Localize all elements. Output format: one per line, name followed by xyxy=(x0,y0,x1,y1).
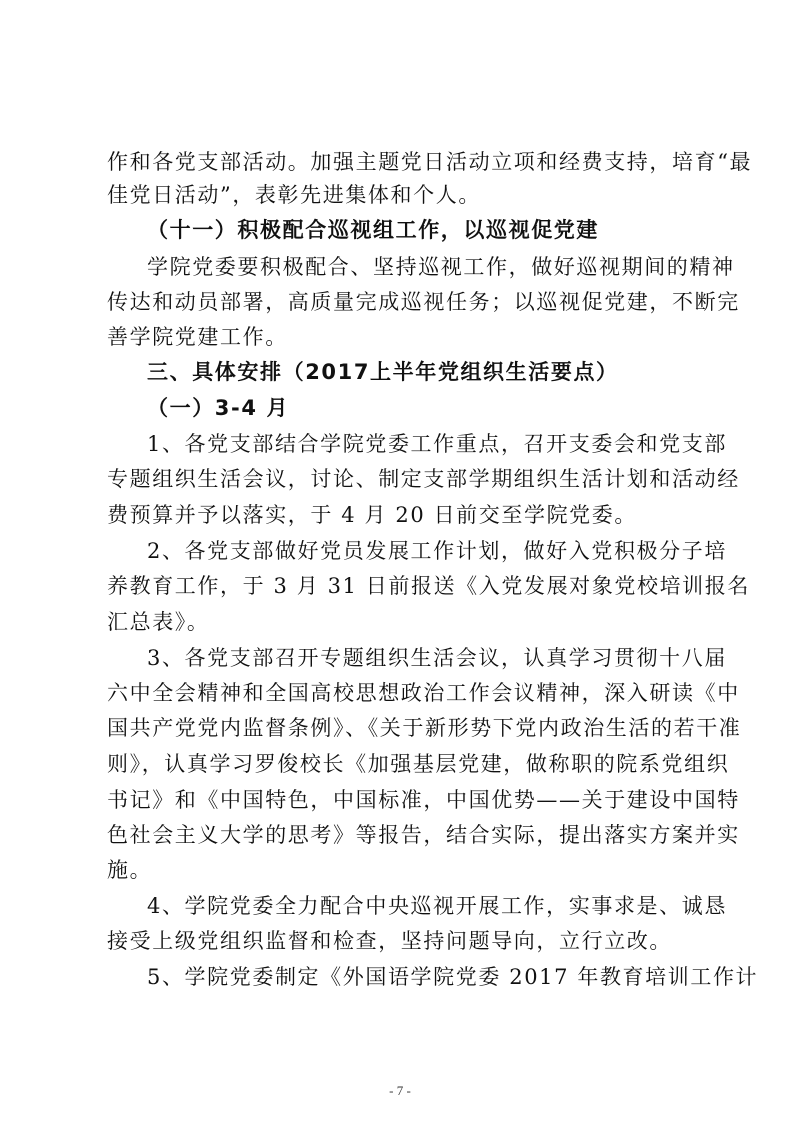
body-text-line: 佳党日活动”，表彰先进集体和个人。 xyxy=(107,183,481,207)
body-text-line: 接受上级党组织监督和检查，坚持问题导向，立行立改。 xyxy=(107,929,672,953)
body-text-line: 专题组织生活会议，讨论、制定支部学期组织生活计划和活动经 xyxy=(107,467,740,491)
body-text-line: 施。 xyxy=(107,858,153,882)
body-text-line: 六中全会精神和全国高校思想政治工作会议精神，深入研读《中 xyxy=(107,681,740,705)
subsection-heading: （一）3-4 月 xyxy=(147,396,290,420)
body-text-line: 3、各党支部召开专题组织生活会议，认真学习贯彻十八届 xyxy=(147,646,727,670)
section-heading: 三、具体安排（2017上半年党组织生活要点） xyxy=(147,360,619,384)
body-text-line: 书记》和《中国特色，中国标准，中国优势——关于建设中国特 xyxy=(107,788,740,812)
body-text-line: 作和各党支部活动。加强主题党日活动立项和经费支持，培育“最 xyxy=(107,150,753,174)
body-text-line: 国共产党党内监督条例》、《关于新形势下党内政治生活的若干准 xyxy=(107,716,742,740)
body-text-line: 1、各党支部结合学院党委工作重点，召开支委会和党支部 xyxy=(147,432,727,456)
body-text-line: 学院党委要积极配合、坚持巡视工作，做好巡视期间的精神 xyxy=(147,255,735,279)
body-text-line: 4、学院党委全力配合中央巡视开展工作，实事求是、诚恳 xyxy=(147,894,727,918)
body-text-line: 色社会主义大学的思考》等报告，结合实际，提出落实方案并实 xyxy=(107,823,740,847)
body-text-line: 2、各党支部做好党员发展工作计划，做好入党积极分子培 xyxy=(147,539,727,563)
body-text-line: 传达和动员部署，高质量完成巡视任务；以巡视促党建，不断完 xyxy=(107,290,740,314)
body-text-line: 善学院党建工作。 xyxy=(107,325,288,349)
body-text-line: 则》，认真学习罗俊校长《加强基层党建，做称职的院系党组织 xyxy=(107,752,730,776)
body-text-line: 汇总表》。 xyxy=(107,610,210,634)
body-text-line: 养教育工作，于 3 月 31 日前报送《入党发展对象党校培训报名 xyxy=(107,574,750,598)
subsection-heading: （十一）积极配合巡视组工作，以巡视促党建 xyxy=(147,218,599,242)
page-number: - 7 - xyxy=(389,1083,411,1098)
body-text-line: 5、学院党委制定《外国语学院党委 2017 年教育培训工作计 xyxy=(147,965,759,989)
body-text-line: 费预算并予以落实，于 4 月 20 日前交至学院党委。 xyxy=(107,503,637,527)
